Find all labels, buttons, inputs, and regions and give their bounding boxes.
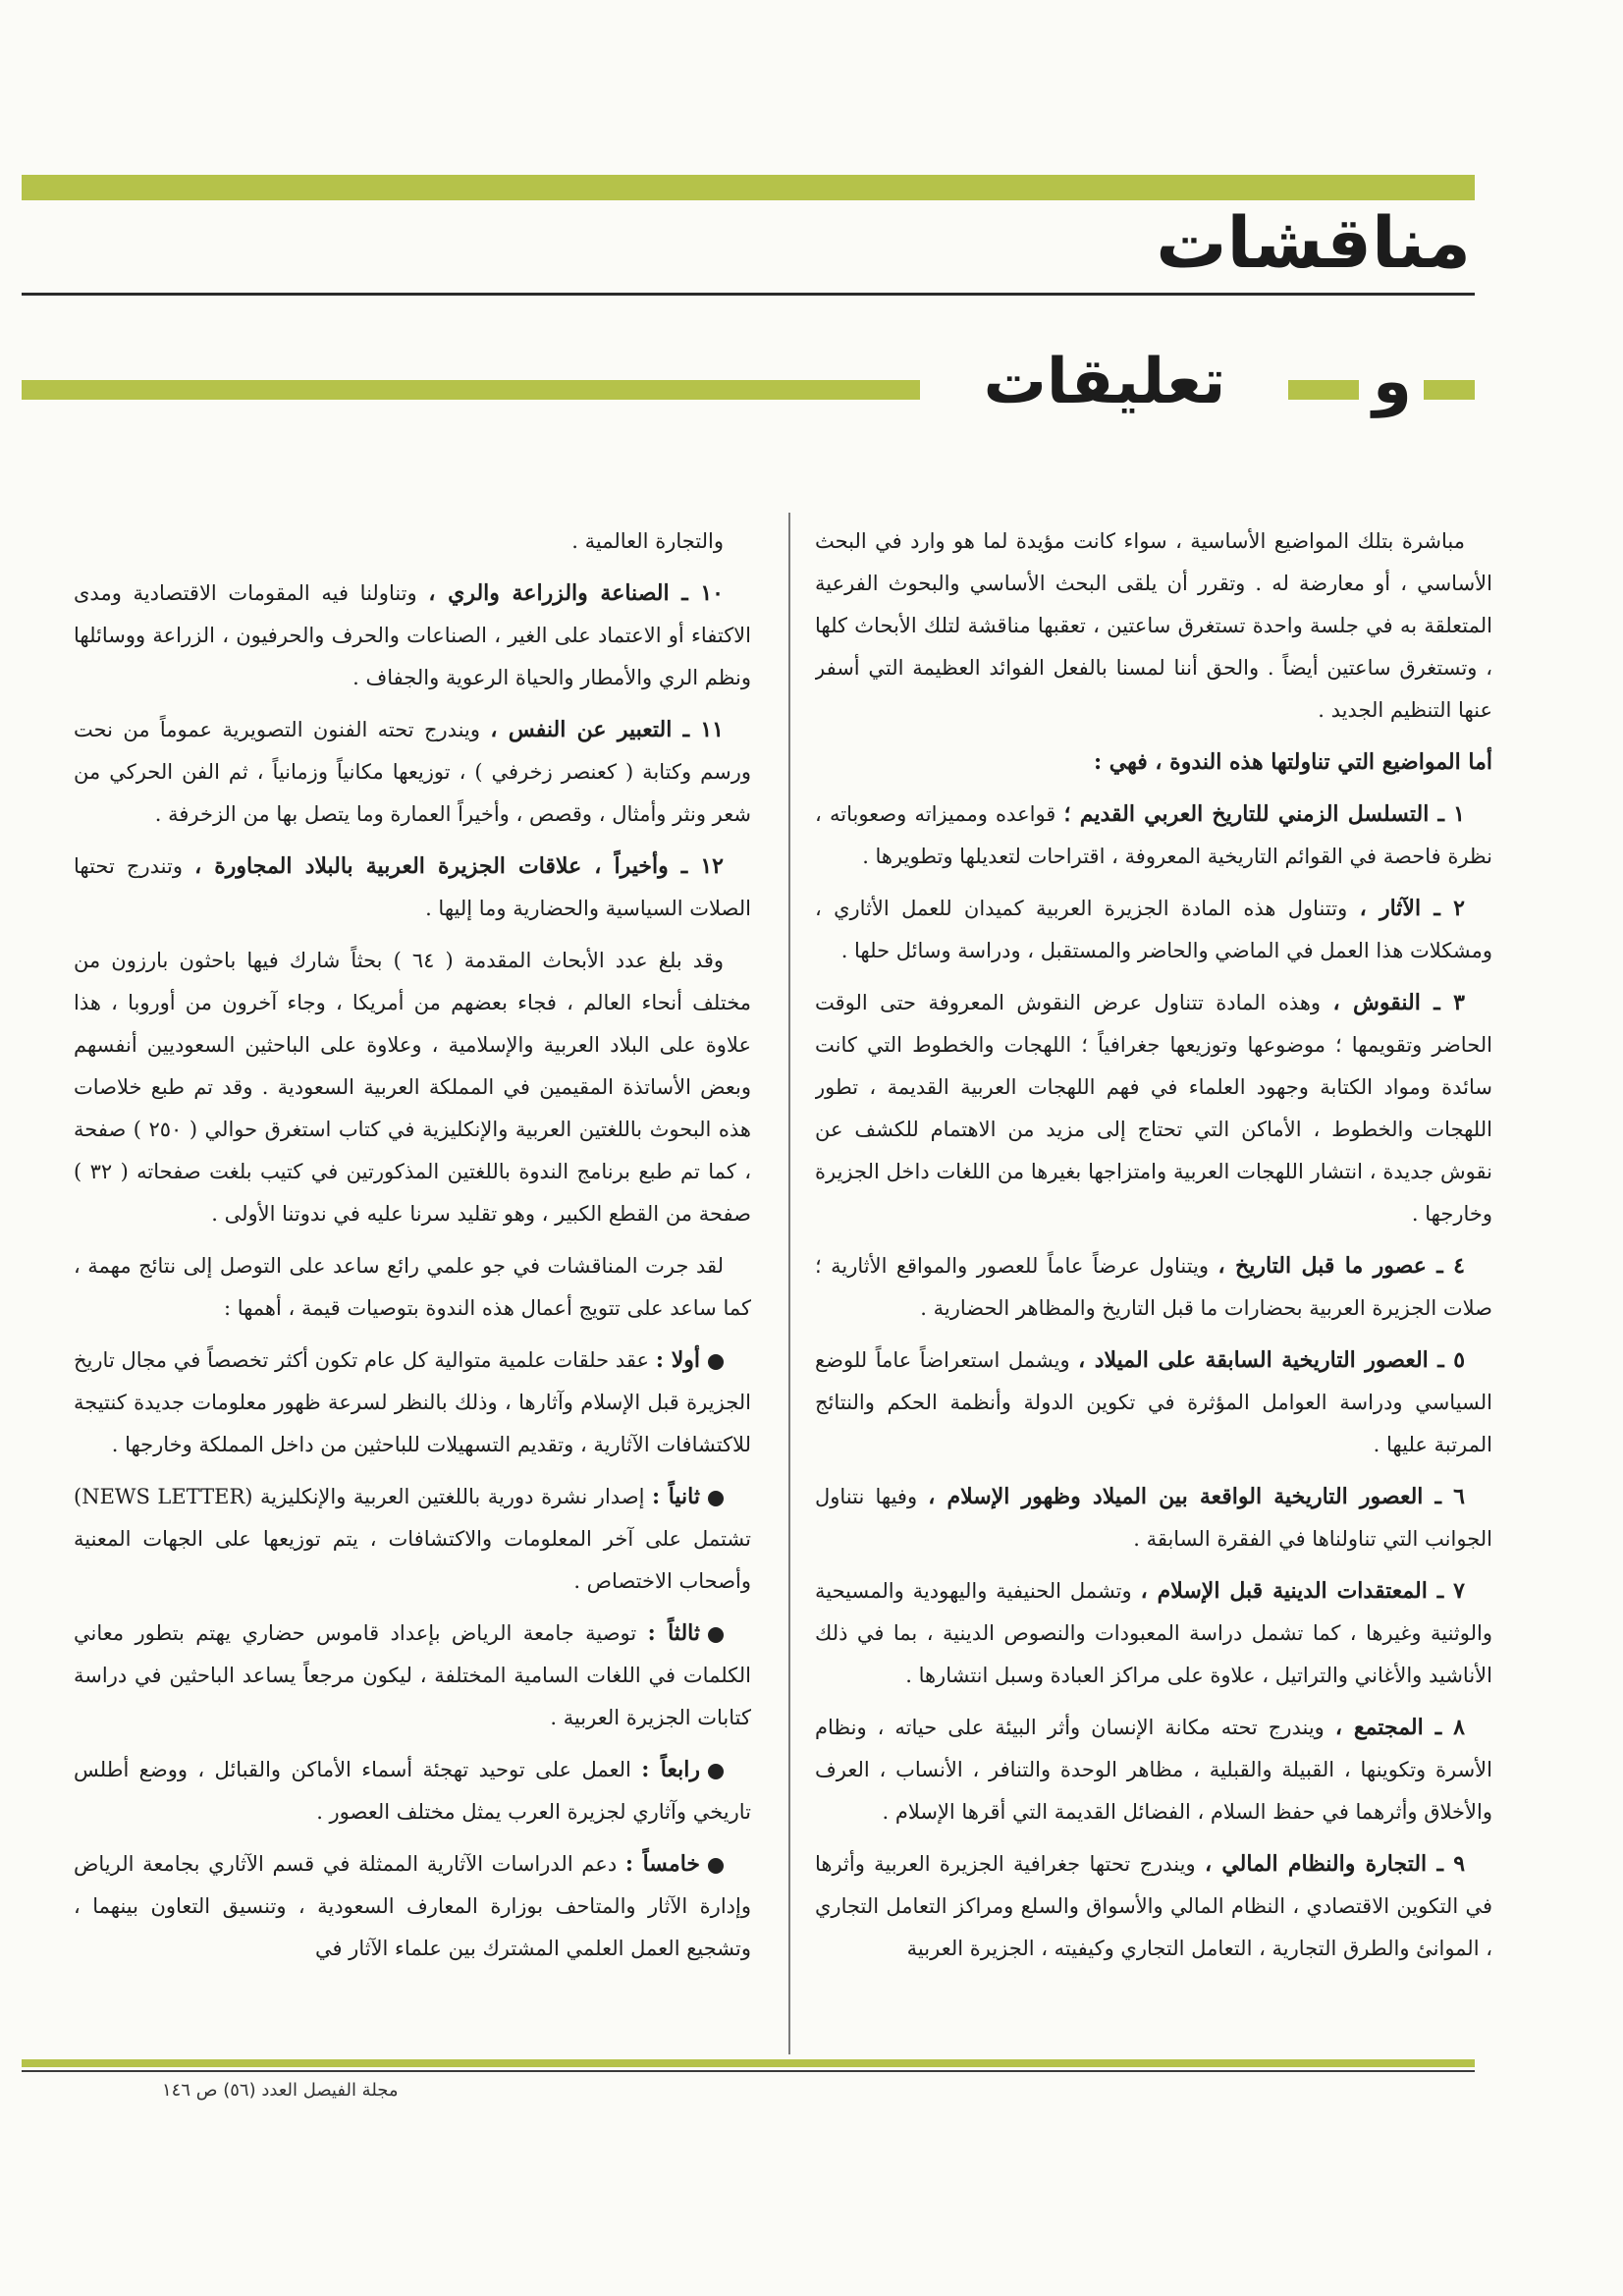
item-text: وتناولنا فيه المقومات الاقتصادية ومدى الاكتفاء أو الاعتماد على الغير ، الصناعات والحرف والحرفيون ، الزراعة ووسائلها ونظم الري والأمطار والحياة الرعوية والجفاف .	[74, 581, 751, 689]
page-subtitle: تعليقات	[983, 346, 1226, 418]
item-heading: ٧ ـ المعتقدات الدينية قبل الإسلام ،	[1140, 1578, 1465, 1604]
column-divider	[788, 513, 790, 2054]
item-text: ويندرج تحتها جغرافية الجزيرة العربية وأثرها في التكوين الاقتصادي ، النظام المالي والأسواق والسلع ومراكز التعامل التجاري ، الموانئ والطرق التجارية ، التعامل التجاري وكيفيته ، الجزيرة العربية	[815, 1852, 1492, 1960]
topic-item	[815, 1245, 1492, 1330]
item-heading: ٥ ـ العصور التاريخية السابقة على الميلاد ،	[1078, 1347, 1466, 1373]
item-heading: ٩ ـ التجارة والنظام المالي ،	[1204, 1851, 1466, 1877]
topic-item	[815, 1570, 1492, 1697]
item-text: ويندرج تحته الفنون التصويرية عموماً من نحت ورسم وكتابة ( كعنصر زخرفي ) ، توزيعها مكانياً وزمانياً ، ثم الفن الحركي من شعر ونثر وأمثال ، وقصص ، وأخيراً العمارة وما يتصل بها من الزخرفة .	[74, 718, 751, 826]
item-heading: أولا :	[655, 1347, 700, 1373]
article-column-left	[74, 520, 751, 2052]
item-heading: ٢ ـ الآثار ،	[1359, 896, 1465, 921]
bullet-icon	[708, 1354, 724, 1370]
item-text: عقد حلقات علمية متوالية كل عام تكون أكثر تخصصاً في مجال تاريخ الجزيرة قبل الإسلام وآثارها ، وذلك بالنظر لسرعة ظهور معلومات جديدة كنتيجة للاكتشافات الآثارية ، وتقديم التسهيلات للباحثين من داخل المملكة وخارجها .	[74, 1348, 751, 1456]
article-column-right	[815, 520, 1492, 2052]
item-text: وتندرج تحتها الصلات السياسية والحضارية وما إليها .	[74, 854, 751, 920]
item-text: وهذه المادة تتناول عرض النقوش المعروفة حتى الوقت الحاضر وتقويمها ؛ موضوعها وتوزيعها جغرافياً ؛ اللهجات والخطوط التي كانت سائدة ومواد الكتابة وجهود العلماء في فهم اللهجات العربية القديمة ، تطور اللهجات والخطوط ، الأماكن التي تحتاج إلى مزيد من الاهتمام للكشف عن نقوش جديدة ، انتشار اللهجات العربية وامتزاجها بغيرها من اللغات داخل الجزيرة وخارجها .	[815, 991, 1492, 1226]
item-text: وتشمل الحنيفية واليهودية والمسيحية والوثنية وغيرها ، كما تشمل دراسة المعبودات والنصوص الدينية ، بما في ذلك الأناشيد والأغاني والتراتيل ، علاوة على مراكز العبادة وسبل انتشارها .	[815, 1579, 1492, 1687]
item-heading: ١١ ـ التعبير عن النفس ،	[490, 717, 724, 742]
paragraph: لقد جرت المناقشات في جو علمي رائع ساعد على التوصل إلى نتائج مهمة ، كما ساعد على تتويج أعمال هذه الندوة بتوصيات قيمة ، أهمها :	[74, 1254, 751, 1320]
paragraph: مباشرة بتلك المواضيع الأساسية ، سواء كانت مؤيدة لما هو وارد في البحث الأساسي ، أو معارضة له . وتقرر أن يلقى البحث الأساسي والبحوث الفرعية المتعلقة به في جلسة واحدة تستغرق ساعتين ، تعقبها مناقشة لتلك الأبحاث كلها ، وتستغرق ساعتين أيضاً . والحق أننا لمسنا بالفعل الفوائد العظيمة التي أسفر عنها التنظيم الجديد .	[815, 529, 1492, 722]
item-heading: ثالثاً :	[647, 1620, 700, 1646]
topic-item	[815, 982, 1492, 1235]
item-heading: ٣ ـ النقوش ،	[1332, 990, 1465, 1015]
item-text: وفيها نتناول الجوانب التي تناولناها في الفقرة السابقة .	[815, 1485, 1492, 1551]
item-heading: خامساً :	[624, 1851, 700, 1877]
bullet-icon	[708, 1858, 724, 1874]
item-heading: رابعاً :	[641, 1757, 700, 1782]
mid-accent-band-center	[1288, 380, 1359, 400]
bullet-icon	[708, 1764, 724, 1779]
recommendation-item	[74, 1339, 751, 1466]
item-text: دعم الدراسات الآثارية الممثلة في قسم الآثاري بجامعة الرياض وإدارة الآثار والمتاحف بوزارة المعارف السعودية ، وتنسيق التعاون بينهما ، وتشجيع العمل العلمي المشترك بين علماء الآثار في	[74, 1852, 751, 1960]
item-text: ويشمل استعراضاً عاماً للوضع السياسي ودراسة العوامل المؤثرة في تكوين الدولة وأنظمة الحكم والنتائج المرتبة عليها .	[815, 1348, 1492, 1456]
topic-item	[815, 888, 1492, 972]
topic-item	[815, 1339, 1492, 1466]
mid-accent-band-left	[22, 380, 920, 400]
bullet-icon	[708, 1491, 724, 1506]
recommendation-item	[74, 1843, 751, 1970]
topic-item	[815, 793, 1492, 878]
topic-item	[74, 846, 751, 930]
topic-item	[815, 1476, 1492, 1560]
page-title: مناقشات	[1156, 201, 1471, 284]
item-heading: ٤ ـ عصور ما قبل التاريخ ،	[1217, 1253, 1465, 1279]
item-text: قواعده ومميزاته وصعوباته ، نظرة فاحصة في القوائم التاريخية المعروفة ، اقتراحات لتعديلها وتطويرها .	[815, 802, 1492, 868]
topic-item	[74, 709, 751, 836]
item-heading: ٦ ـ العصور التاريخية الواقعة بين الميلاد وظهور الإسلام ،	[928, 1484, 1465, 1509]
item-heading: ١٢ ـ وأخيراً ، علاقات الجزيرة العربية بالبلاد المجاورة ،	[194, 853, 724, 879]
section-heading	[815, 741, 1492, 784]
topic-item	[815, 1707, 1492, 1833]
title-underline	[22, 293, 1475, 296]
item-text: إصدار نشرة دورية باللغتين العربية والإنكليزية (NEWS LETTER) تشتمل على آخر المعلومات والاكتشافات ، يتم توزيعها على الجهات المعنية وأصحاب الاختصاص .	[74, 1485, 751, 1593]
item-heading: ١ ـ التسلسل الزمني للتاريخ العربي القديم ؛	[1063, 801, 1465, 827]
item-text: توصية جامعة الرياض بإعداد قاموس حضاري يهتم بتطور معاني الكلمات في اللغات السامية المختلفة ، ليكون مرجعاً يساعد الباحثين في دراسة كتابات الجزيرة العربية .	[74, 1621, 751, 1729]
topic-item	[815, 1843, 1492, 1970]
bottom-rule	[22, 2070, 1475, 2072]
recommendation-item	[74, 1476, 751, 1603]
section-heading-text: أما المواضيع التي تناولتها هذه الندوة ، فهي :	[1093, 749, 1492, 775]
top-accent-band	[22, 175, 1475, 200]
topic-item	[74, 573, 751, 699]
recommendation-item	[74, 1613, 751, 1739]
bottom-accent-band	[22, 2059, 1475, 2067]
item-heading: ١٠ ـ الصناعة والزراعة والري ،	[428, 580, 724, 606]
mid-accent-band-right	[1424, 380, 1475, 400]
recommendation-item	[74, 1749, 751, 1833]
paragraph: والتجارة العالمية .	[571, 529, 724, 553]
item-text: العمل على توحيد تهجئة أسماء الأماكن والقبائل ، ووضع أطلس تاريخي وآثاري لجزيرة العرب يمثل مختلف العصور .	[74, 1758, 751, 1824]
page-footer: مجلة الفيصل العدد (٥٦) ص ١٤٦	[162, 2080, 399, 2101]
item-text: ويندرج تحته مكانة الإنسان وأثر البيئة على حياته ، ونظام الأسرة وتكوينها ، القبيلة والقبلية ، مظاهر الوحدة والتنافر ، الأنساب ، العرف والأخلاق وأثرهما في حفظ السلام ، الفضائل القديمة التي أقرها الإسلام .	[815, 1716, 1492, 1824]
bullet-icon	[708, 1627, 724, 1643]
paragraph: وقد بلغ عدد الأبحاث المقدمة ( ٦٤ ) بحثاً شارك فيها باحثون بارزون من مختلف أنحاء العالم ، فجاء بعضهم من أمريكا ، وجاء آخرون من أوروبا ، هذا علاوة على البلاد العربية والإسلامية ، وعلاوة على الباحثين السعوديين أنفسهم وبعض الأساتذة المقيمين في المملكة العربية السعودية . وقد تم طبع خلاصات هذه البحوث باللغتين العربية والإنكليزية في كتاب استغرق حوالي ( ٢٥٠ ) صفحة ، كما تم طبع برنامج الندوة باللغتين المذكورتين في كتيب بلغت صفحاته ( ٣٢ ) صفحة من القطع الكبير ، وهو تقليد سرنا عليه في ندوتنا الأولى .	[74, 949, 751, 1226]
title-conjunction: و	[1373, 346, 1412, 418]
item-text: وتتناول هذه المادة الجزيرة العربية كميدان للعمل الأثاري ، ومشكلات هذا العمل في الماضي والحاضر والمستقبل ، ودراسة وسائل حلها .	[815, 897, 1492, 962]
item-text: ويتناول عرضاً عاماً للعصور والمواقع الأثارية ؛ صلات الجزيرة العربية بحضارات ما قبل التاريخ والمظاهر الحضارية .	[815, 1254, 1492, 1320]
item-heading: ٨ ـ المجتمع ،	[1334, 1715, 1465, 1740]
item-heading: ثانياً :	[652, 1484, 700, 1509]
